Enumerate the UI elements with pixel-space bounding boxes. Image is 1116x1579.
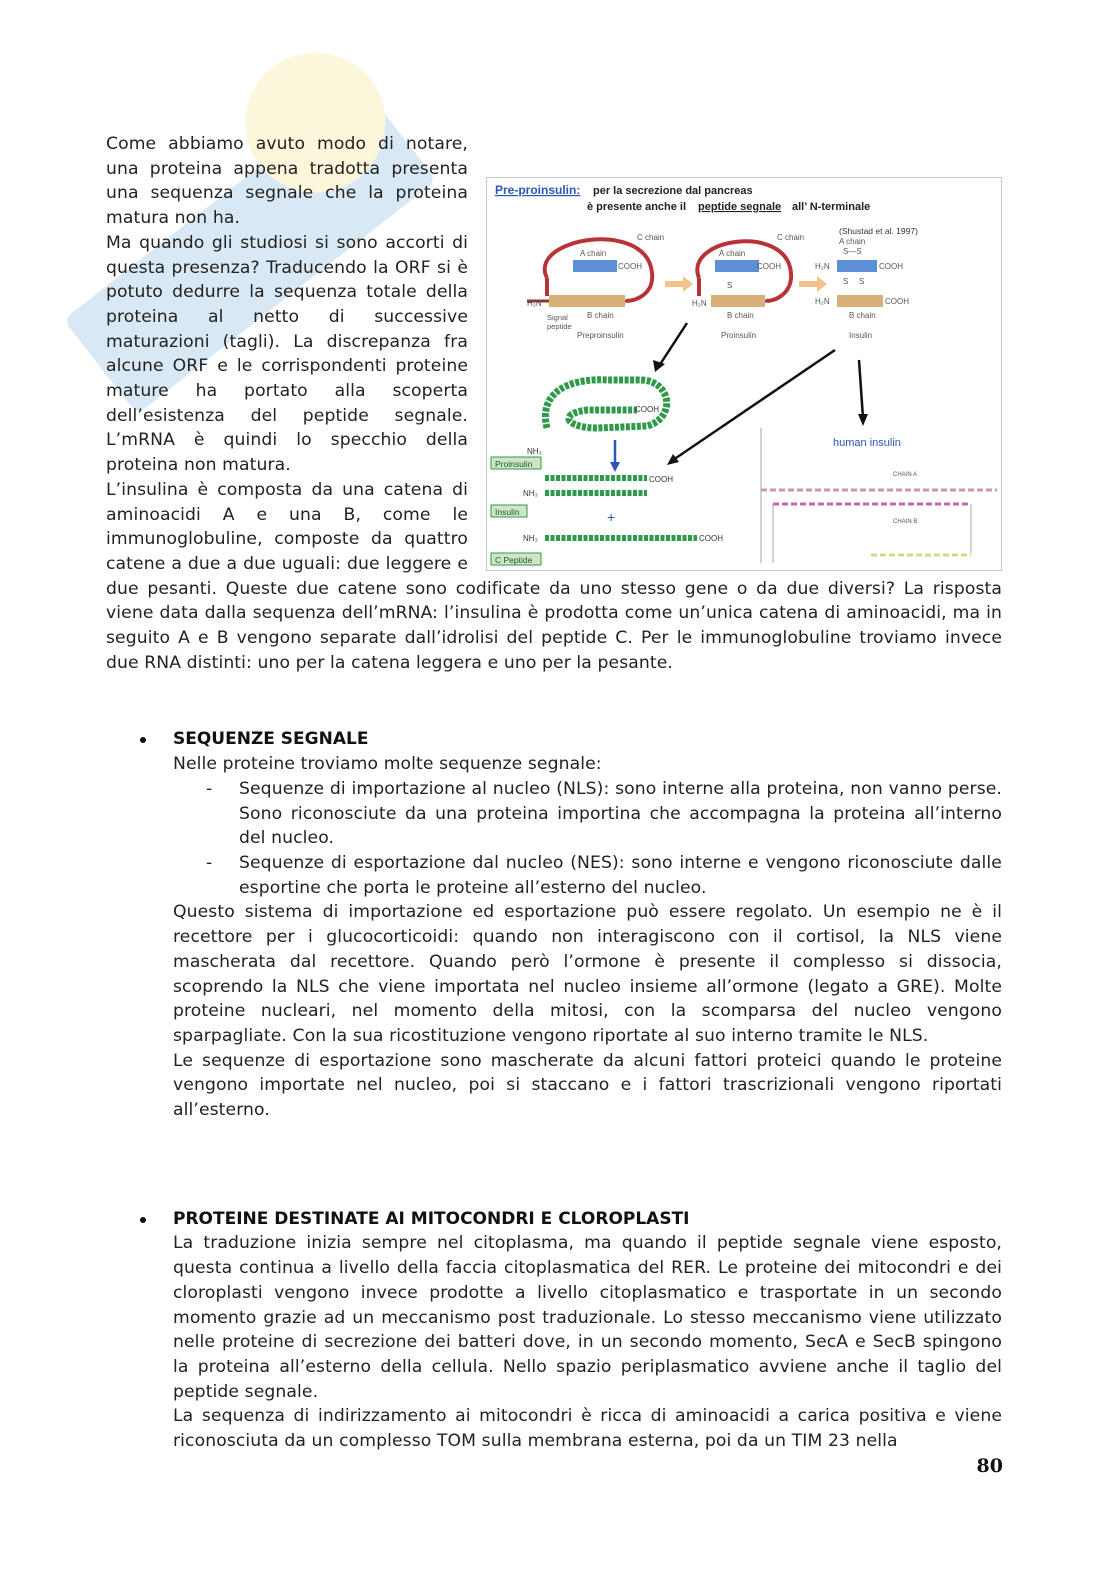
svg-text:NH₃: NH₃ bbox=[523, 489, 538, 498]
section2-heading-row bbox=[106, 1207, 1002, 1232]
svg-text:C chain: C chain bbox=[637, 233, 665, 242]
a-chain-bar-1 bbox=[573, 260, 617, 272]
svg-text:A chain: A chain bbox=[719, 249, 746, 258]
dash-icon: - bbox=[206, 778, 213, 799]
section1-paragraph-1: Questo sistema di importazione ed esportazione può essere regolato. Un esempio ne è il recettore per i glucocorticoidi: quando non interagiscono con il cortisol, la NLS viene mascherata dal recettore. Quando però l’ormone è presente il complesso si dissocia, scoprendo la NLS che viene importata nel nucleo insieme all’ormone (legato a GRE). Molte proteine nucleari, nel momento della mitosi, con la scomparsa del nucleo vengono sparpagliate. Con la sua ricostituzione vengono riportate al suo interno tramite le NLS. bbox=[173, 902, 1002, 1046]
fig-subtitle-a: è presente anche il bbox=[587, 201, 687, 213]
insulin-diagram bbox=[487, 178, 1001, 570]
section1-list-item bbox=[106, 777, 1002, 851]
section1-paragraph-2: Le sequenze di esportazione sono mascherate da alcuni fattori proteici quando le proteine vengono importate nel nucleo, poi si staccano e i fattori trascrizionali vengono riportati all’esterno. bbox=[173, 1050, 1002, 1121]
beaded-proinsulin bbox=[491, 380, 667, 469]
insulin-mature-diagram bbox=[815, 237, 909, 340]
bullet-icon bbox=[140, 1217, 146, 1223]
section1-item-text: Sequenze di esportazione dal nucleo (NES): sono interne e vengono riconosciute dalle esportine che porta le proteine all’esterno del nucleo. bbox=[239, 852, 1002, 898]
svg-text:NH₃: NH₃ bbox=[523, 534, 538, 543]
svg-text:Insulin: Insulin bbox=[849, 331, 873, 340]
svg-text:S: S bbox=[859, 277, 865, 286]
process-arrow-1 bbox=[665, 276, 693, 292]
svg-text:COOH: COOH bbox=[757, 262, 781, 271]
svg-text:COOH: COOH bbox=[618, 262, 642, 271]
preproinsulin-diagram bbox=[527, 233, 664, 340]
svg-text:NH₃: NH₃ bbox=[527, 447, 542, 456]
svg-text:Preproinsulin: Preproinsulin bbox=[577, 331, 624, 340]
svg-text:COOH: COOH bbox=[635, 405, 659, 414]
svg-text:B chain: B chain bbox=[727, 311, 754, 320]
svg-text:COOH: COOH bbox=[649, 475, 673, 484]
svg-text:A chain: A chain bbox=[839, 237, 866, 246]
bullet-icon bbox=[140, 737, 146, 743]
page-number: 80 bbox=[976, 1455, 1003, 1477]
section2-heading: PROTEINE DESTINATE AI MITOCONDRI E CLOROPLASTI bbox=[173, 1208, 690, 1229]
intro-paragraph-2: Ma quando gli studiosi si sono accorti di questa presenza? Traducendo la ORF si è potuto dedurre la sequenza totale della proteina al netto di successive maturazioni (tagli). La discrepanza fra alcune ORF e le corrispondenti proteine mature ha portato alla scoperta dell’esistenza del peptide segnale. L’mRNA è quindi lo specchio della proteina non matura. bbox=[106, 232, 468, 476]
svg-text:CHAIN B: CHAIN B bbox=[893, 519, 918, 525]
b-chain-bar-1 bbox=[549, 295, 625, 307]
svg-text:human insulin: human insulin bbox=[833, 437, 901, 449]
svg-text:H₂N: H₂N bbox=[527, 299, 542, 308]
fig-title-rest: per la secrezione dal pancreas bbox=[593, 185, 753, 197]
svg-text:H₂N: H₂N bbox=[815, 262, 830, 271]
svg-text:Proinsulin: Proinsulin bbox=[495, 459, 533, 469]
fig-subtitle-b: peptide segnale bbox=[698, 201, 782, 213]
section1-list-item bbox=[106, 851, 1002, 900]
svg-text:COOH: COOH bbox=[699, 534, 723, 543]
fig-citation: (Shustad et al. 1997) bbox=[839, 226, 918, 236]
svg-text:Signal: Signal bbox=[547, 313, 568, 322]
section2-paragraph-1: La traduzione inizia sempre nel citoplasma, ma quando il peptide segnale viene esposto, questa continua a livello della faccia citoplasmatica del RER. Le proteine dei mitocondri e dei cloroplasti vengono invece prodotte a livello citoplasmatico e trasportate in un secondo momento grazie ad un meccanismo post traduzionale. Lo stesso meccanismo viene utilizzato nelle proteine di secrezione dei batteri dove, in un secondo momento, SecA e SecB spingono la proteina all’esterno della cellula. Nello spazio periplasmatico avviene anche il taglio del peptide segnale. bbox=[173, 1233, 1002, 1402]
svg-text:COOH: COOH bbox=[879, 262, 903, 271]
intro-section bbox=[106, 132, 1002, 675]
svg-text:B chain: B chain bbox=[849, 311, 876, 320]
section1-item-text: Sequenze di importazione al nucleo (NLS): sono interne alla proteina, non vanno perse. Sono riconosciute da una proteina importina che accompagna la proteina all’interno del nucleo. bbox=[239, 778, 1002, 849]
svg-text:H₂N: H₂N bbox=[692, 299, 707, 308]
section1-heading-row bbox=[106, 727, 1002, 752]
svg-text:S: S bbox=[727, 281, 733, 290]
svg-text:COOH: COOH bbox=[885, 297, 909, 306]
svg-text:CHAIN A: CHAIN A bbox=[893, 472, 918, 478]
svg-text:peptide: peptide bbox=[547, 322, 572, 331]
svg-text:H₂N: H₂N bbox=[815, 297, 830, 306]
intro-paragraph-3: L’insulina è composta da una catena di aminoacidi A e una B, come le immunoglobuline, composte da quattro catene a due a due uguali: due leggere e due pesanti. Queste due catene sono codificate da uno stesso gene o da due diversi? La risposta viene data dalla sequenza dell’mRNA: l’insulina è prodotta come un’unica catena di aminoacidi, ma in seguito A e B vengono separate dall’idrolisi del peptide C. Per le immunoglobuline troviamo invece due RNA distinti: uno per la catena leggera e uno per la pesante. bbox=[106, 479, 1002, 673]
svg-text:C chain: C chain bbox=[777, 233, 805, 242]
svg-text:+: + bbox=[607, 509, 616, 525]
section1-intro: Nelle proteine troviamo molte sequenze segnale: bbox=[173, 754, 602, 775]
fig-subtitle-c: all’ N-terminale bbox=[792, 201, 871, 213]
svg-text:Insulin: Insulin bbox=[495, 507, 520, 517]
svg-text:C Peptide: C Peptide bbox=[495, 555, 533, 565]
section-sequenze-segnale bbox=[106, 727, 1002, 1122]
svg-text:B chain: B chain bbox=[587, 311, 614, 320]
insulin-figure bbox=[486, 177, 1002, 571]
svg-text:Proinsulin: Proinsulin bbox=[721, 331, 757, 340]
intro-paragraph-1: Come abbiamo avuto modo di notare, una proteina appena tradotta presenta una sequenza segnale che la proteina matura non ha. bbox=[106, 134, 468, 229]
svg-text:S: S bbox=[843, 277, 849, 286]
section2-paragraph-2: La sequenza di indirizzamento ai mitocondri è ricca di aminoacidi a carica positiva e viene riconosciuta da un complesso TOM sulla membrana esterna, poi da un TIM 23 nella bbox=[173, 1406, 1002, 1452]
human-insulin-sequence bbox=[761, 428, 997, 563]
process-arrow-2 bbox=[799, 276, 827, 292]
svg-text:A chain: A chain bbox=[580, 249, 607, 258]
page-content bbox=[106, 132, 1002, 1454]
svg-text:S—S: S—S bbox=[843, 247, 862, 256]
section1-heading: SEQUENZE SEGNALE bbox=[173, 729, 369, 750]
dash-icon: - bbox=[206, 852, 213, 873]
proinsulin-diagram bbox=[692, 233, 804, 340]
section-proteine-mitocondri bbox=[106, 1207, 1002, 1454]
fig-title: Pre-proinsulin: bbox=[495, 183, 581, 197]
